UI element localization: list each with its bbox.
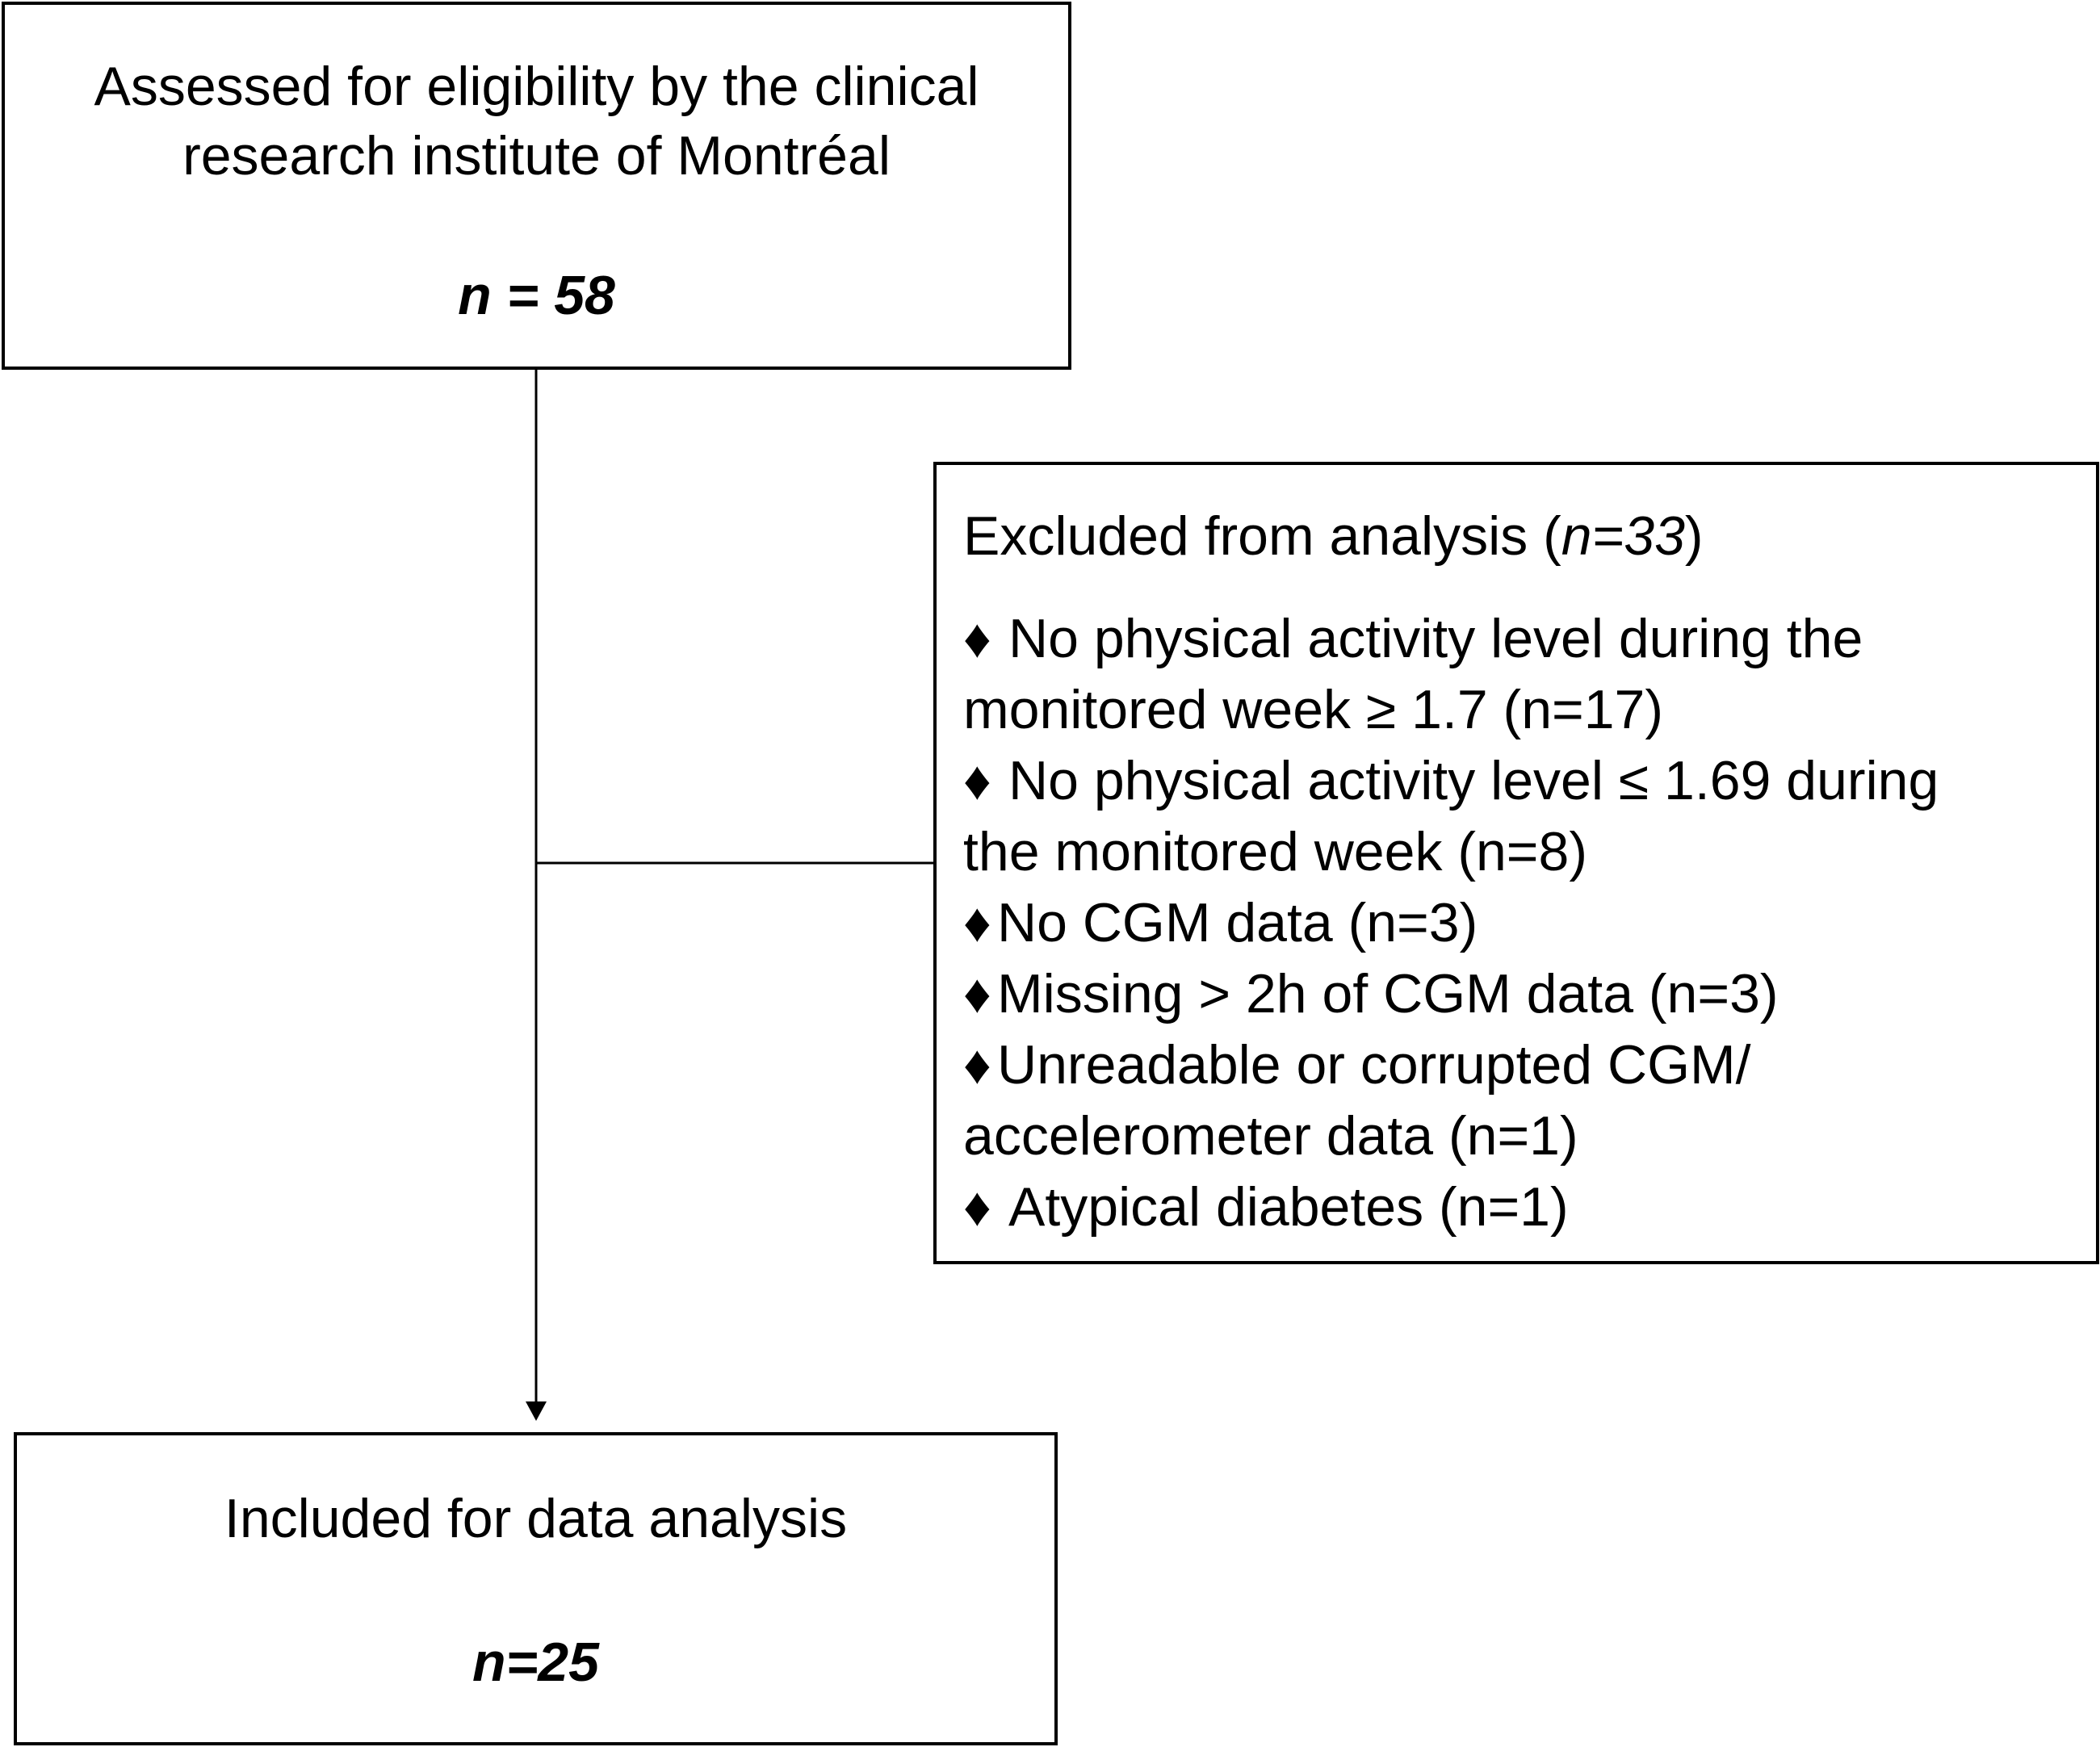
exclusion-reason-text: No CGM data (n=3) bbox=[997, 892, 1478, 953]
arrowhead-down-icon bbox=[526, 1401, 547, 1421]
exclusion-reason-text: monitored week ≥ 1.7 (n=17) bbox=[963, 679, 1663, 740]
excluded-box bbox=[933, 462, 2099, 1264]
assessed-title: Assessed for eligibility by the clinical research institute of Montréal bbox=[94, 56, 979, 186]
excluded-count: n=33 bbox=[1561, 505, 1685, 567]
diamond-bullet-icon: ♦ bbox=[963, 750, 991, 811]
excluded-title-suffix: ) bbox=[1684, 505, 1704, 567]
exclusion-reason-text: No physical activity level ≤ 1.69 during bbox=[1008, 750, 1939, 811]
exclusion-reason-text: Unreadable or corrupted CGM/ bbox=[997, 1034, 1751, 1096]
diamond-bullet-icon: ♦ bbox=[963, 892, 991, 953]
diamond-bullet-icon: ♦ bbox=[963, 1176, 991, 1238]
excluded-title-prefix: Excluded from analysis ( bbox=[963, 505, 1561, 567]
included-title: Included for data analysis bbox=[224, 1488, 848, 1549]
exclusion-reason-text: accelerometer data (n=1) bbox=[963, 1105, 1578, 1167]
diamond-bullet-icon: ♦ bbox=[963, 963, 991, 1024]
assessed-count: n = 58 bbox=[458, 265, 615, 326]
exclusion-reason-4 bbox=[963, 958, 2080, 1029]
diamond-bullet-icon: ♦ bbox=[963, 608, 991, 669]
exclusion-reason-text: No physical activity level during the bbox=[1008, 608, 1863, 669]
exclusion-reason-3 bbox=[963, 887, 2080, 958]
assessed-box bbox=[2, 2, 1071, 370]
excluded-title bbox=[963, 501, 2080, 572]
diamond-bullet-icon: ♦ bbox=[963, 1034, 991, 1096]
included-count: n=25 bbox=[472, 1632, 599, 1693]
exclusion-reason-1 bbox=[963, 603, 2080, 745]
exclusion-reason-text: Missing > 2h of CGM data (n=3) bbox=[997, 963, 1779, 1024]
exclusion-reason-2 bbox=[963, 745, 2080, 887]
exclusion-reason-6 bbox=[963, 1171, 2080, 1242]
included-box bbox=[14, 1432, 1058, 1745]
exclusion-reasons-list bbox=[963, 603, 2080, 1242]
exclusion-reason-5 bbox=[963, 1029, 2080, 1171]
exclusion-reason-text: the monitored week (n=8) bbox=[963, 821, 1587, 882]
exclusion-reason-text: Atypical diabetes (n=1) bbox=[1008, 1176, 1569, 1238]
